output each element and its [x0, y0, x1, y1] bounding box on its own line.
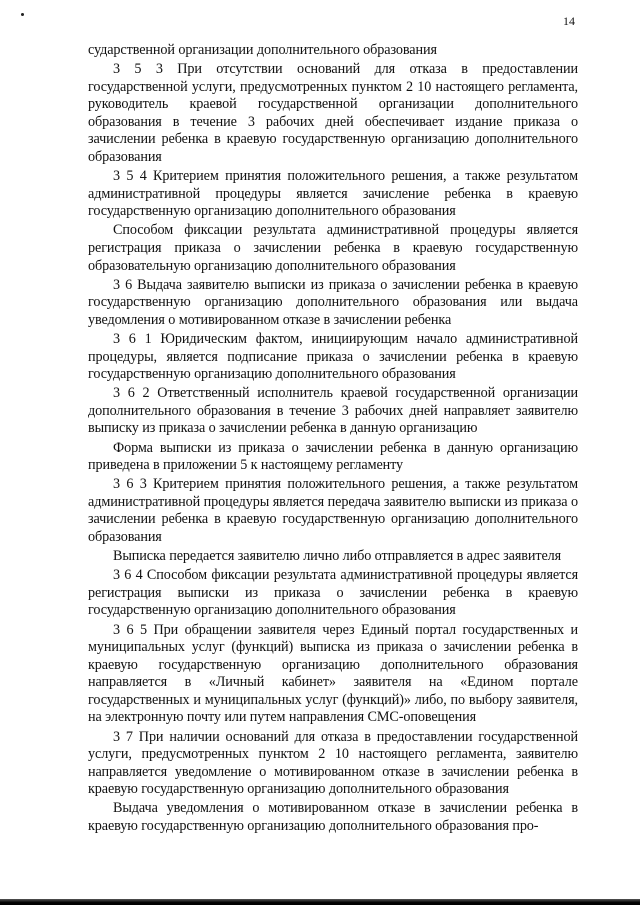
- paragraph-3-7: 3 7 При наличии оснований для отказа в предоставлении государственной услуги, предусмотренных пунктом 2 10 настоящего регламента, заявителю направляется уведомление о мотивированном отказе в зачислении ребенка в краевую государственную организацию дополнительного образования: [88, 728, 578, 798]
- paragraph-3-6: 3 6 Выдача заявителю выписки из приказа о зачислении ребенка в краевую государственную организацию дополнительного образования или выдача уведомления о мотивированном отказе в зачислении ребенка: [88, 276, 578, 328]
- paragraph-3-5-3: 3 5 3 При отсутствии оснований для отказа в предоставлении государственной услуги, предусмотренных пунктом 2 10 настоящего регламента, руководитель краевой государственной организации дополнительного образования в течение 3 рабочих дней обеспечивает издание приказа о зачислении ребенка в краевую государственную организацию дополнительного образования: [88, 61, 578, 166]
- paragraph-continuation: сударственной организации дополнительного образования: [88, 42, 437, 58]
- paragraph-3-6-2: 3 6 2 Ответственный исполнитель краевой государственной организации дополнительного образования в течение 3 рабочих дней направляет заявителю выписку из приказа о зачислении ребенка в данную организацию: [88, 385, 578, 437]
- paragraph-3-6-5: 3 6 5 При обращении заявителя через Единый портал государственных и муниципальных услуг (функций) выписка из приказа о зачислении ребенка в краевую государственную организацию дополнительного образования направляется в «Личный кабинет» заявителя на «Едином портале государственных и муниципальных услуг (функций)» либо, по выбору заявителя, на электронную почту или путем направления СМС-оповещения: [88, 621, 578, 726]
- page-number: 14: [563, 14, 575, 28]
- paragraph-3-6-1: 3 6 1 Юридическим фактом, инициирующим начало административной процедуры, является подписание приказа о зачислении ребенка в краевую государственную организацию дополнительного образования: [88, 331, 578, 383]
- paragraph-fixation-method: Способом фиксации результата административной процедуры является регистрация приказа о зачислении ребенка в краевую государственную образовательную организацию дополнительного образования: [88, 222, 578, 274]
- paragraph-delivery: Выписка передается заявителю лично либо отправляется в адрес заявителя: [113, 548, 562, 565]
- paragraph-refusal-notice: Выдача уведомления о мотивированном отказе в зачислении ребенка в краевую государственную организацию дополнительного образования про-: [88, 800, 578, 835]
- paragraph-3-5-4: 3 5 4 Критерием принятия положительного решения, а также результатом административной процедуры является зачисление ребенка в краевую государственную организацию дополнительного образования: [88, 168, 578, 220]
- body-text: [88, 42, 578, 837]
- paragraph-3-6-4: 3 6 4 Способом фиксации результата административной процедуры является регистрация выписки из приказа о зачислении ребенка в краевую государственную организацию дополнительного образования: [88, 567, 578, 619]
- paragraph-form-appendix: Форма выписки из приказа о зачислении ребенка в данную организацию приведена в приложении 5 к настоящему регламенту: [88, 439, 578, 474]
- paragraph-3-6-3: 3 6 3 Критерием принятия положительного решения, а также результатом административной процедуры является передача заявителю выписки из приказа о зачислении ребенка в краевую государственную организацию дополнительного образования: [88, 476, 578, 546]
- scan-bottom-edge: [0, 899, 640, 905]
- scan-speck: [21, 13, 24, 16]
